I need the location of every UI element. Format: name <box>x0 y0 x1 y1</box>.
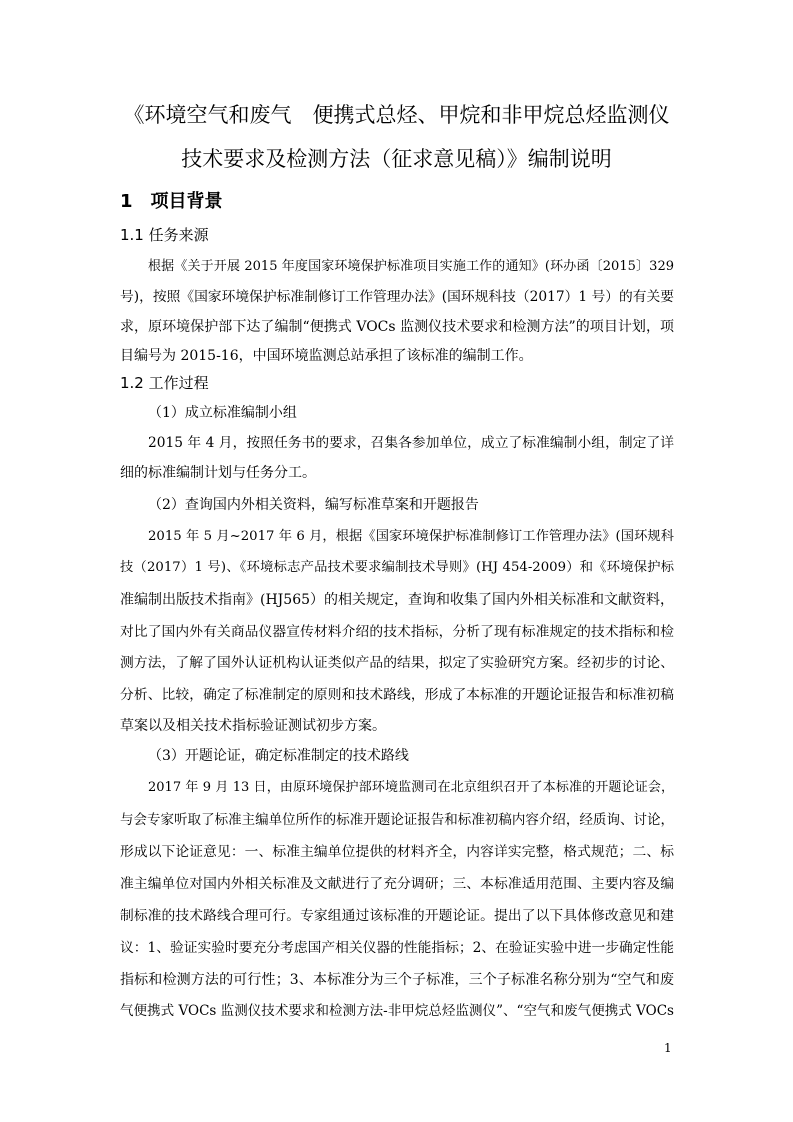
paragraph-line: 测方法，了解了国外认证机构认证类似产品的结果，拟定了实验研究方案。经初步的讨论、 <box>120 655 674 671</box>
step-label: （2）查询国内外相关资料，编写标准草案和开题报告 <box>148 497 479 513</box>
document-title-line-1: 《环境空气和废气 便携式总烃、甲烷和非甲烷总烃监测仪 <box>123 103 670 127</box>
paragraph-line: 技（2017）1 号)、《环境标志产品技术要求编制技术导则》(HJ 454-2009）和《环境保护标 <box>120 560 674 575</box>
paragraph-line: 分析、比较，确定了标准制定的原则和技术路线，形成了本标准的开题论证报告和标准初稿 <box>120 687 674 703</box>
paragraph-line: 根据《关于开展 2015 年度国家环境保护标准项目实施工作的通知》(环办函〔2015〕329 <box>148 259 674 274</box>
paragraph-line: 求，原环境保护部下达了编制“便携式 VOCs 监测仪技术要求和检测方法”的项目计划，项 <box>120 319 674 335</box>
paragraph-line: 与会专家听取了标准主编单位所作的标准开题论证报告和标准初稿内容介绍，经质询、讨论， <box>120 812 674 828</box>
paragraph-line: 议：1、验证实验时要充分考虑国产相关仪器的性能指标；2、在验证实验中进一步确定性能 <box>120 940 674 956</box>
paragraph-line: 指标和检测方法的可行性；3、本标准分为三个子标准，三个子标准名称分别为“空气和废 <box>120 972 674 988</box>
section-heading-project-background: 1 项目背景 <box>120 191 223 212</box>
paragraph-line: 准编制出版技术指南》(HJ565）的相关规定，查询和收集了国内外相关标准和文献资料， <box>120 592 675 608</box>
paragraph-line: 准主编单位对国内外相关标准及文献进行了充分调研；三、本标准适用范围、主要内容及编 <box>120 876 674 892</box>
paragraph-line: 2015 年 4 月，按照任务书的要求，召集各参加单位，成立了标准编制小组，制定了详 <box>148 435 674 451</box>
paragraph-line: 形成以下论证意见：一、标准主编单位提供的材料齐全，内容详实完整，格式规范；二、标 <box>120 844 674 860</box>
paragraph-line: 制标准的技术路线合理可行。专家组通过该标准的开题论证。提出了以下具体修改意见和建 <box>120 908 674 924</box>
paragraph-line: 号)，按照《国家环境保护标准制修订工作管理办法》(国环规科技（2017）1 号）的有关要 <box>120 289 674 305</box>
document-title-line-2: 技术要求及检测方法（征求意见稿）》编制说明 <box>181 147 612 171</box>
step-label: （3）开题论证，确定标准制定的技术路线 <box>148 748 409 764</box>
paragraph-line: 目编号为 2015-16，中国环境监测总站承担了该标准的编制工作。 <box>120 348 533 364</box>
paragraph-line: 气便携式 VOCs 监测仪技术要求和检测方法-非甲烷总烃监测仪”、“空气和废气便携式 VOCs <box>120 1003 674 1019</box>
step-label: （1）成立标准编制小组 <box>148 405 297 421</box>
paragraph-line: 2015 年 5 月~2017 年 6 月，根据《国家环境保护标准制修订工作管理办法》(国环规科 <box>148 529 674 544</box>
paragraph-line: 2017 年 9 月 13 日，由原环境保护部环境监测司在北京组织召开了本标准的开题论证会， <box>148 780 674 795</box>
paragraph-line: 细的标准编制计划与任务分工。 <box>120 465 316 481</box>
subsection-heading-work-process: 1.2 工作过程 <box>120 374 209 392</box>
subsection-heading-task-source: 1.1 任务来源 <box>120 226 209 244</box>
page-number: 1 <box>664 1041 672 1055</box>
paragraph-line: 对比了国内外有关商品仪器宣传材料介绍的技术指标，分析了现有标准规定的技术指标和检 <box>120 624 674 640</box>
paragraph-line: 草案以及相关技术指标验证测试初步方案。 <box>120 718 386 734</box>
